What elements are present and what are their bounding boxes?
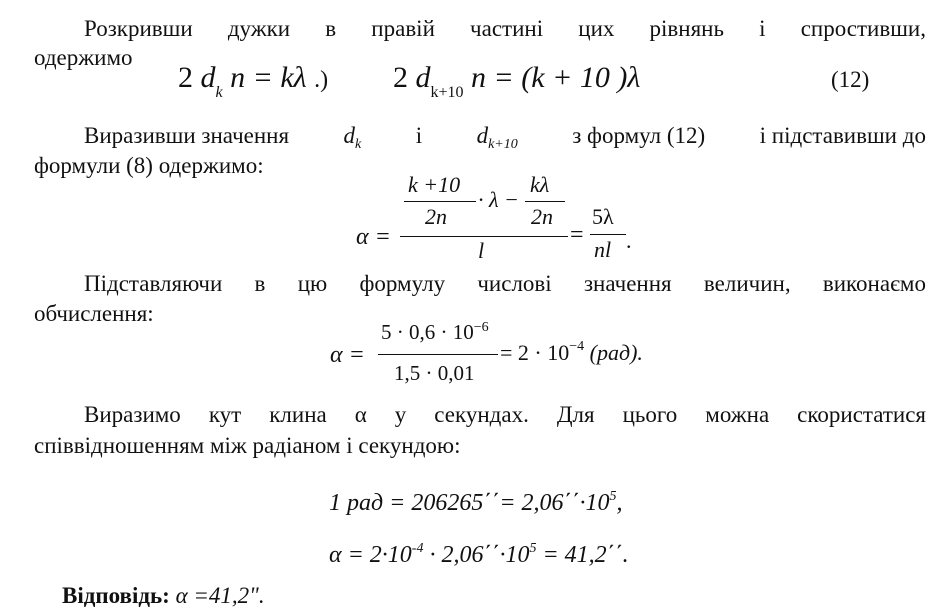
equation-12-number: (12) (831, 67, 870, 92)
paragraph-2-line-2: формули (8) одержимо: (34, 153, 264, 178)
alpha-formula-result-num: 5λ (592, 204, 614, 229)
answer-label: Відповідь: (62, 583, 170, 608)
paragraph-4-line-1: Виразимо кут клина α у секундах. Для цього можна скористатися (84, 402, 926, 427)
alpha-formula-main-bar (400, 236, 568, 237)
equation-12-left: 2 $d_k$ n = kλ .) (178, 61, 329, 101)
paragraph-1-line-2: одержимо (34, 45, 133, 70)
calc-formula-lhs: α = (330, 342, 365, 368)
radian-relation: 1 рад = $206265΄΄= 2,06΄΄\cdot 10^5$, (329, 489, 623, 516)
calc-formula-result: = $2 \cdot 10^{-4}$ (рад). (500, 339, 643, 365)
paragraph-3-line-2: обчислення: (34, 301, 154, 326)
alpha-formula-inner-frac2-den: 2n (531, 204, 553, 229)
answer-value: α =41,2". (175, 583, 265, 608)
alpha-formula-period: . (626, 228, 632, 253)
alpha-formula-result-den: nl (594, 237, 612, 262)
calc-formula-bar (378, 354, 498, 355)
paragraph-3-line-1: Підставляючи в цю формулу числові значення величин, виконаємо (84, 271, 926, 296)
alpha-formula-result-bar (590, 234, 626, 235)
alpha-formula-inner-frac1-bar (404, 201, 476, 202)
calc-formula-den: 1,5 · 0,01 (394, 361, 475, 385)
alpha-formula-main-den: l (478, 238, 485, 263)
equation-12-right: 2 $d_{k+10}$ n = (k + 10 )λ (393, 61, 641, 101)
alpha-formula-inner-frac2-bar (525, 201, 565, 202)
alpha-formula-mid: · λ − (478, 187, 519, 212)
paragraph-4-line-2: співвідношенням між радіаном і секундою: (34, 433, 461, 458)
answer-line (62, 582, 265, 610)
paragraph-2-line-1: Виразивши значення $d_k$ і $d_{k+10}$ з формул (12) і підставивши до (84, 123, 926, 152)
calc-formula-num: $5 \cdot 0,6 \cdot 10^{-6}$ (381, 320, 489, 344)
alpha-seconds: $\alpha = 2\cdot 10^{-4} \cdot 2,06΄΄\cdot 10^5 = 41,2΄΄$. (329, 541, 629, 568)
alpha-formula-eq: = (570, 222, 584, 248)
paragraph-1-line-1: Розкривши дужки в правій частині цих рівнянь і спростивши, (84, 16, 926, 41)
alpha-formula-inner-frac2-num: kλ (530, 172, 550, 197)
alpha-formula-inner-frac1-num: k +10 (408, 172, 461, 197)
alpha-formula-inner-frac1-den: 2n (425, 204, 447, 229)
alpha-formula-lhs: α = (356, 224, 391, 250)
